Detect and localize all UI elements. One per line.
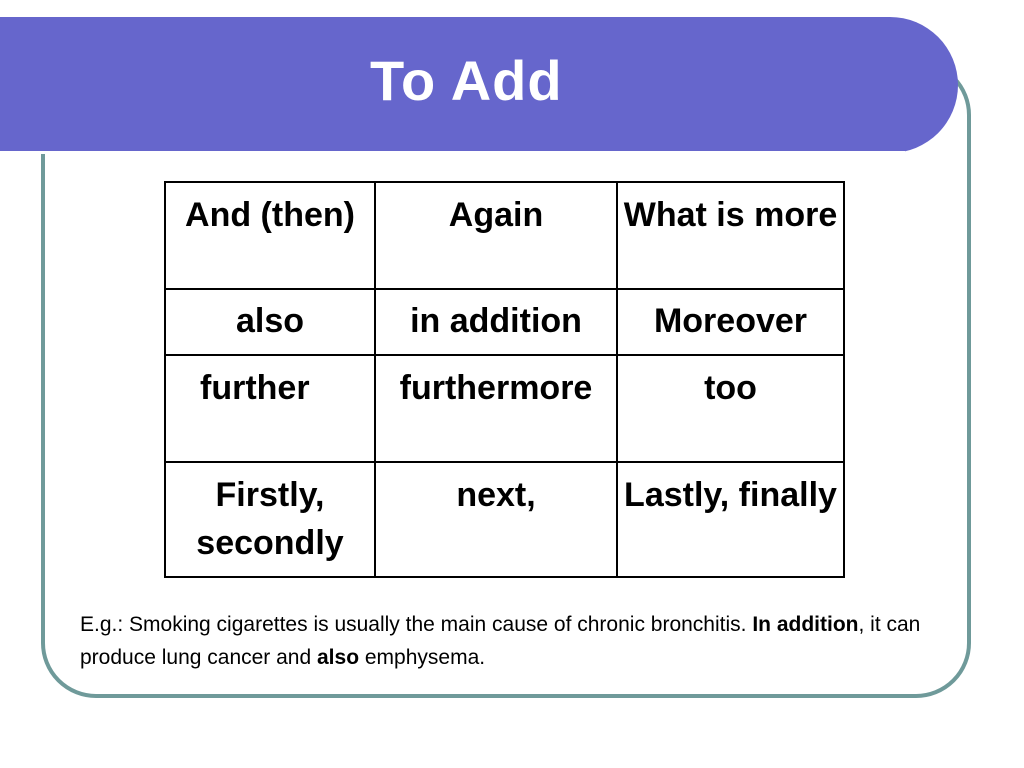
table-cell: also — [165, 289, 375, 355]
example-bold-text: In addition — [752, 613, 859, 636]
table-row — [165, 289, 844, 355]
example-text: E.g.: Smoking cigarettes is usually the main cause of chronic bronchitis. — [80, 613, 753, 636]
example-sentence — [80, 608, 960, 674]
connectives-table — [164, 181, 845, 578]
table-row — [165, 355, 844, 462]
example-text: , it can produce lung cancer and — [80, 613, 921, 669]
table-row — [165, 182, 844, 289]
table-cell: furthermore — [375, 355, 617, 462]
table-cell: What is more — [617, 182, 844, 289]
table-cell: further — [165, 355, 375, 462]
banner-divider — [0, 151, 905, 154]
slide-title: To Add — [370, 49, 563, 112]
table-row — [165, 462, 844, 577]
table-cell: Again — [375, 182, 617, 289]
example-text: emphysema. — [359, 646, 486, 669]
table-cell: Firstly, secondly — [165, 462, 375, 577]
example-bold-text: also — [317, 646, 360, 669]
table-cell: too — [617, 355, 844, 462]
table-cell: in addition — [375, 289, 617, 355]
table-cell: And (then) — [165, 182, 375, 289]
table-cell: Lastly, finally — [617, 462, 844, 577]
table-cell: next, — [375, 462, 617, 577]
table-cell: Moreover — [617, 289, 844, 355]
